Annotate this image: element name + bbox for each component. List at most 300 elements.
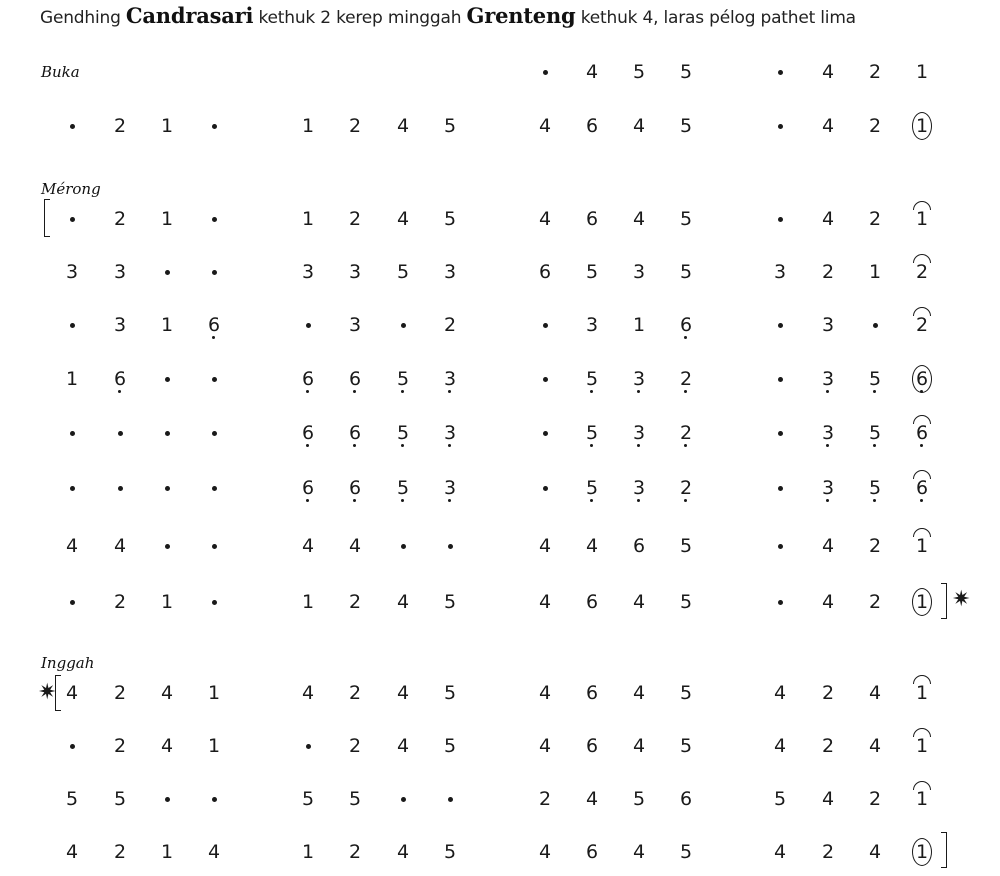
note — [383, 673, 423, 713]
note-number: 2 — [868, 207, 882, 230]
note — [383, 726, 423, 766]
repeat-bracket-open — [44, 199, 50, 237]
note-number: 6 — [915, 421, 929, 444]
note — [619, 199, 659, 239]
note — [288, 199, 328, 239]
note-number: 3 — [821, 476, 835, 499]
title-suffix: kethuk 4, laras pélog pathet lima — [575, 8, 856, 28]
rest-dot-mark — [306, 744, 311, 749]
note — [572, 582, 612, 622]
note-number: 5 — [65, 787, 79, 810]
repeat-bracket-open — [55, 675, 61, 711]
note — [100, 726, 140, 766]
note — [525, 526, 565, 566]
gong-note — [902, 359, 942, 399]
note — [808, 252, 848, 292]
low-octave-dot — [826, 444, 829, 447]
rest-dot-mark — [165, 431, 170, 436]
note-number: 4 — [821, 534, 835, 557]
note — [430, 305, 470, 345]
note — [430, 582, 470, 622]
note — [760, 252, 800, 292]
note — [100, 779, 140, 819]
note — [52, 252, 92, 292]
note — [666, 673, 706, 713]
kenong-arc-mark — [913, 528, 931, 537]
note — [100, 673, 140, 713]
note-number: 4 — [65, 534, 79, 557]
note — [666, 726, 706, 766]
note-number: 3 — [301, 260, 315, 283]
note — [808, 52, 848, 92]
note-number: 5 — [679, 681, 693, 704]
note — [808, 779, 848, 819]
rest-dot-mark — [401, 797, 406, 802]
low-octave-dot — [353, 390, 356, 393]
note — [100, 526, 140, 566]
note-number: 3 — [821, 421, 835, 444]
note-number: 3 — [113, 260, 127, 283]
section-label-inggah: Inggah — [41, 654, 95, 672]
note-number: 2 — [443, 313, 457, 336]
note-number: 6 — [348, 421, 362, 444]
rest-dot — [194, 106, 234, 146]
rest-dot — [383, 526, 423, 566]
note-number: 6 — [301, 421, 315, 444]
rest-dot — [760, 413, 800, 453]
rest-dot-mark — [70, 217, 75, 222]
note-number: 1 — [915, 207, 929, 230]
note — [666, 106, 706, 146]
low-octave-dot — [684, 444, 687, 447]
note-number: 5 — [679, 534, 693, 557]
low-octave-dot — [306, 499, 309, 502]
rest-dot — [147, 468, 187, 508]
note-number: 4 — [538, 114, 552, 137]
note — [383, 582, 423, 622]
notation-row — [0, 106, 1000, 146]
note-number: 2 — [915, 313, 929, 336]
note — [619, 359, 659, 399]
rest-dot — [194, 252, 234, 292]
note — [808, 359, 848, 399]
kenong-arc-mark — [913, 781, 931, 790]
note — [525, 106, 565, 146]
rest-dot — [100, 413, 140, 453]
rest-dot — [194, 468, 234, 508]
rest-dot — [288, 726, 328, 766]
note-number: 3 — [632, 260, 646, 283]
note-number: 2 — [348, 734, 362, 757]
rest-dot — [194, 199, 234, 239]
note-number: 5 — [396, 476, 410, 499]
kenong-arc-mark — [913, 201, 931, 210]
rest-dot-mark — [401, 323, 406, 328]
note — [855, 413, 895, 453]
note-number: 2 — [868, 114, 882, 137]
rest-dot-mark — [448, 797, 453, 802]
note — [572, 726, 612, 766]
note-number: 4 — [65, 681, 79, 704]
note — [383, 832, 423, 872]
low-octave-dot — [920, 390, 923, 393]
rest-dot — [383, 779, 423, 819]
rest-dot — [525, 468, 565, 508]
note — [288, 468, 328, 508]
low-octave-dot — [118, 390, 121, 393]
note — [100, 106, 140, 146]
note — [100, 832, 140, 872]
rest-dot — [52, 413, 92, 453]
note — [619, 252, 659, 292]
note-number: 5 — [632, 787, 646, 810]
note-number: 1 — [632, 313, 646, 336]
note-number: 4 — [632, 681, 646, 704]
note — [808, 832, 848, 872]
gong-circle — [912, 365, 932, 393]
note-number: 3 — [632, 421, 646, 444]
low-octave-dot — [637, 499, 640, 502]
note — [808, 582, 848, 622]
note-number: 1 — [915, 681, 929, 704]
note-number: 5 — [585, 260, 599, 283]
note-number: 2 — [113, 840, 127, 863]
note — [383, 468, 423, 508]
low-octave-dot — [353, 444, 356, 447]
note-number: 2 — [915, 260, 929, 283]
note — [288, 779, 328, 819]
note — [619, 582, 659, 622]
note — [335, 106, 375, 146]
note-number: 5 — [443, 590, 457, 613]
rest-dot-mark — [70, 744, 75, 749]
note — [335, 832, 375, 872]
rest-dot — [760, 305, 800, 345]
rest-dot — [147, 252, 187, 292]
kenong-arc-mark — [913, 675, 931, 684]
note — [666, 252, 706, 292]
note — [430, 673, 470, 713]
note — [808, 726, 848, 766]
note-number: 5 — [443, 734, 457, 757]
note-number: 1 — [160, 114, 174, 137]
rest-dot — [760, 52, 800, 92]
note-number: 1 — [301, 840, 315, 863]
note — [100, 305, 140, 345]
note — [335, 726, 375, 766]
note — [147, 832, 187, 872]
note-number: 4 — [585, 534, 599, 557]
kenong-note — [902, 779, 942, 819]
note — [335, 413, 375, 453]
note — [335, 359, 375, 399]
note — [525, 726, 565, 766]
note-number: 3 — [585, 313, 599, 336]
note-number: 4 — [160, 681, 174, 704]
kenong-note — [902, 726, 942, 766]
note — [572, 305, 612, 345]
note — [100, 252, 140, 292]
note-number: 4 — [632, 590, 646, 613]
rest-dot — [194, 359, 234, 399]
note — [288, 526, 328, 566]
note-number: 4 — [301, 534, 315, 557]
note — [619, 526, 659, 566]
note-number: 5 — [679, 207, 693, 230]
low-octave-dot — [590, 390, 593, 393]
note — [52, 779, 92, 819]
kenong-note — [902, 199, 942, 239]
gong-note — [902, 832, 942, 872]
note-number: 3 — [443, 421, 457, 444]
note-number: 3 — [65, 260, 79, 283]
note-number: 3 — [443, 367, 457, 390]
kenong-note — [902, 526, 942, 566]
rest-dot-mark — [212, 486, 217, 491]
note-number: 1 — [915, 114, 929, 137]
note — [855, 526, 895, 566]
note — [100, 359, 140, 399]
rest-dot — [194, 526, 234, 566]
rest-dot — [760, 106, 800, 146]
rest-dot — [147, 526, 187, 566]
rest-dot-mark — [778, 377, 783, 382]
note-number: 4 — [773, 681, 787, 704]
note — [666, 359, 706, 399]
note-number: 4 — [821, 787, 835, 810]
gong-note — [902, 106, 942, 146]
low-octave-dot — [826, 390, 829, 393]
note-number: 2 — [868, 60, 882, 83]
note — [335, 779, 375, 819]
rest-dot — [147, 359, 187, 399]
notation-row — [0, 526, 1000, 566]
note-number: 1 — [915, 840, 929, 863]
low-octave-dot — [212, 336, 215, 339]
low-octave-dot — [826, 499, 829, 502]
note — [619, 106, 659, 146]
note — [525, 199, 565, 239]
note — [572, 673, 612, 713]
note — [147, 582, 187, 622]
low-octave-dot — [306, 444, 309, 447]
rest-dot — [430, 526, 470, 566]
note — [100, 199, 140, 239]
note-number: 4 — [632, 840, 646, 863]
note-number: 6 — [538, 260, 552, 283]
note-number: 1 — [301, 590, 315, 613]
rest-dot-mark — [543, 377, 548, 382]
note-number: 5 — [396, 260, 410, 283]
note-number: 4 — [821, 114, 835, 137]
note — [335, 582, 375, 622]
note — [383, 106, 423, 146]
rest-dot-mark — [543, 486, 548, 491]
notation-row — [0, 468, 1000, 508]
note-number: 2 — [113, 681, 127, 704]
low-octave-dot — [448, 390, 451, 393]
note-number: 5 — [679, 590, 693, 613]
low-octave-dot — [873, 499, 876, 502]
low-octave-dot — [920, 499, 923, 502]
title-prefix: Gendhing — [40, 8, 126, 28]
gong-note — [902, 582, 942, 622]
note — [525, 832, 565, 872]
rest-dot — [525, 359, 565, 399]
note-number: 5 — [396, 421, 410, 444]
rest-dot-mark — [212, 431, 217, 436]
rest-dot-mark — [165, 486, 170, 491]
repeat-bracket-close — [941, 832, 947, 868]
note-number: 1 — [868, 260, 882, 283]
note — [525, 582, 565, 622]
rest-dot — [194, 413, 234, 453]
note-number: 5 — [348, 787, 362, 810]
rest-dot — [760, 582, 800, 622]
note-number: 5 — [585, 421, 599, 444]
note — [808, 673, 848, 713]
rest-dot-mark — [778, 217, 783, 222]
rest-dot-mark — [212, 377, 217, 382]
note-number: 2 — [348, 681, 362, 704]
note — [855, 779, 895, 819]
rest-dot-mark — [448, 544, 453, 549]
low-octave-dot — [637, 390, 640, 393]
note-number: 6 — [585, 734, 599, 757]
note — [288, 832, 328, 872]
note — [855, 252, 895, 292]
note-number: 5 — [679, 260, 693, 283]
note-number: 2 — [821, 260, 835, 283]
inggah-name: Grenteng — [466, 3, 576, 28]
rest-dot-mark — [778, 431, 783, 436]
note — [430, 359, 470, 399]
kenong-note — [902, 413, 942, 453]
note — [619, 726, 659, 766]
rest-dot-mark — [165, 544, 170, 549]
note-number: 4 — [396, 840, 410, 863]
rest-dot — [383, 305, 423, 345]
note — [619, 413, 659, 453]
notation-row — [0, 199, 1000, 239]
rest-dot — [100, 468, 140, 508]
note-number: 1 — [160, 313, 174, 336]
notation-row — [0, 52, 1000, 92]
rest-dot-mark — [165, 270, 170, 275]
note — [572, 413, 612, 453]
note-number: 6 — [348, 476, 362, 499]
note — [808, 305, 848, 345]
note-number: 1 — [160, 590, 174, 613]
low-octave-dot — [590, 444, 593, 447]
low-octave-dot — [684, 390, 687, 393]
rest-dot — [525, 52, 565, 92]
rest-dot-mark — [543, 431, 548, 436]
note-number: 2 — [113, 734, 127, 757]
note-number: 2 — [868, 787, 882, 810]
note-number: 4 — [538, 534, 552, 557]
note — [383, 199, 423, 239]
note-number: 1 — [65, 367, 79, 390]
rest-dot — [194, 779, 234, 819]
rest-dot-mark — [70, 124, 75, 129]
low-octave-dot — [353, 499, 356, 502]
note — [808, 468, 848, 508]
note-number: 1 — [915, 787, 929, 810]
note-number: 2 — [538, 787, 552, 810]
low-octave-dot — [684, 336, 687, 339]
rest-dot-mark — [543, 70, 548, 75]
note — [572, 359, 612, 399]
note-number: 3 — [443, 476, 457, 499]
note — [52, 832, 92, 872]
note-number: 1 — [207, 734, 221, 757]
note — [572, 832, 612, 872]
note-number: 4 — [538, 207, 552, 230]
note — [572, 526, 612, 566]
rest-dot-mark — [306, 323, 311, 328]
gong-circle — [912, 112, 932, 140]
kenong-note — [902, 305, 942, 345]
note — [760, 779, 800, 819]
note-number: 5 — [679, 60, 693, 83]
rest-dot — [760, 526, 800, 566]
note-number: 2 — [679, 476, 693, 499]
note-number: 2 — [679, 367, 693, 390]
note — [855, 52, 895, 92]
note — [288, 106, 328, 146]
note — [572, 252, 612, 292]
note — [288, 359, 328, 399]
note-number: 6 — [113, 367, 127, 390]
note-number: 6 — [915, 476, 929, 499]
note-number: 4 — [773, 734, 787, 757]
notation-row — [0, 305, 1000, 345]
rest-dot — [52, 106, 92, 146]
note — [855, 726, 895, 766]
note-number: 6 — [632, 534, 646, 557]
note-number: 4 — [538, 734, 552, 757]
note — [855, 582, 895, 622]
note-number: 4 — [632, 734, 646, 757]
note — [619, 52, 659, 92]
note-number: 2 — [348, 207, 362, 230]
note-number: 3 — [113, 313, 127, 336]
kenong-note — [902, 468, 942, 508]
note — [619, 468, 659, 508]
note-number: 5 — [585, 476, 599, 499]
note-number: 4 — [396, 207, 410, 230]
repeat-bracket-close — [941, 583, 947, 619]
section-label-buka: Buka — [41, 63, 80, 81]
note — [572, 106, 612, 146]
note-number: 1 — [915, 534, 929, 557]
gendhing-name: Candrasari — [125, 3, 254, 28]
note-number: 3 — [821, 367, 835, 390]
note-number: 5 — [868, 476, 882, 499]
note-number: 4 — [868, 840, 882, 863]
rest-dot-mark — [212, 124, 217, 129]
note — [335, 252, 375, 292]
note-number: 5 — [301, 787, 315, 810]
note-number: 2 — [348, 840, 362, 863]
note — [808, 106, 848, 146]
note-number: 2 — [868, 590, 882, 613]
note-number: 6 — [585, 681, 599, 704]
rest-dot — [525, 305, 565, 345]
note — [525, 779, 565, 819]
title-middle: kethuk 2 kerep minggah — [253, 8, 467, 28]
